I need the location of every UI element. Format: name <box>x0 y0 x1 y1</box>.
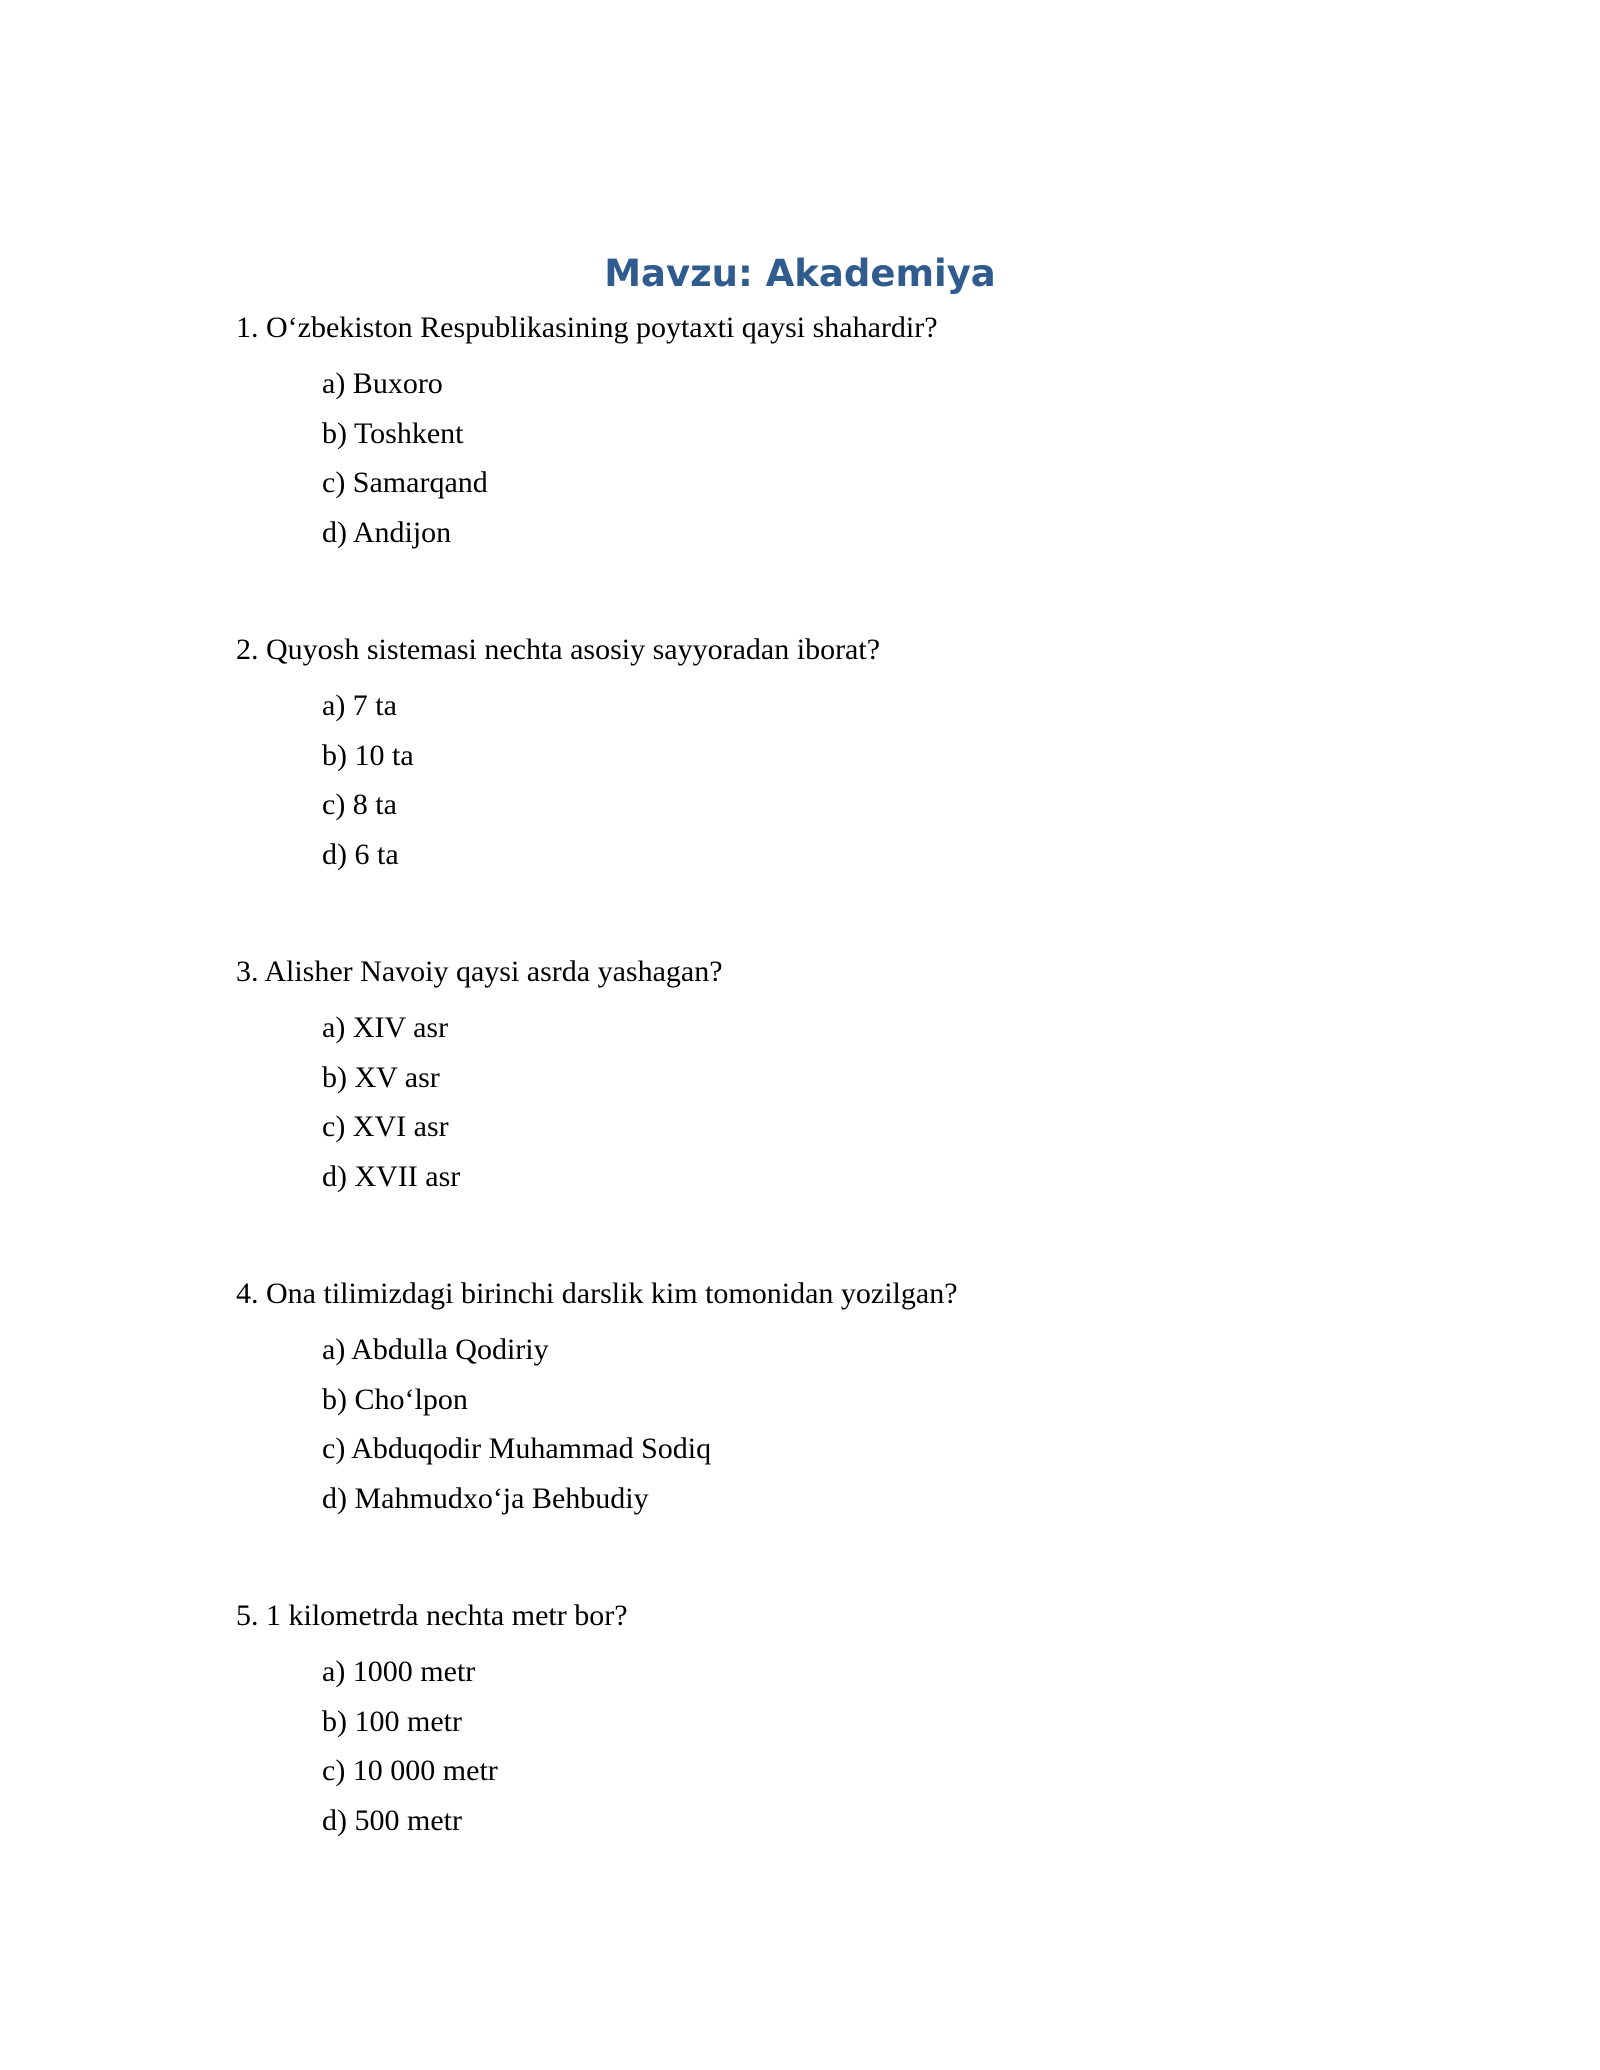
answer-options <box>236 366 1436 564</box>
question-text: 5. 1 kilometrda nechta metr bor? <box>236 1599 628 1632</box>
document-title: Mavzu: Akademiya <box>604 252 996 295</box>
answer-option-b: b) 10 ta <box>322 738 414 772</box>
answer-option-c: c) Samarqand <box>322 466 488 499</box>
answer-option-c: c) 10 000 metr <box>322 1754 498 1787</box>
answer-option-b: b) Toshkent <box>322 416 464 450</box>
answer-option-c: c) XVI asr <box>322 1110 449 1143</box>
answer-option-a: a) 1000 metr <box>322 1655 476 1688</box>
question-4 <box>236 1276 1436 1530</box>
question-list <box>236 310 1436 1920</box>
question-1 <box>236 310 1436 564</box>
answer-option-b: b) XV asr <box>322 1060 440 1094</box>
answer-option-c: c) 8 ta <box>322 788 397 821</box>
answer-option-b: b) Cho‘lpon <box>322 1382 468 1416</box>
question-text: 2. Quyosh sistemasi nechta asosiy sayyoradan iborat? <box>236 633 881 666</box>
question-2 <box>236 632 1436 886</box>
answer-option-d: d) 6 ta <box>322 837 399 871</box>
answer-options <box>236 1654 1436 1852</box>
answer-option-a: a) 7 ta <box>322 689 397 722</box>
question-text: 4. Ona tilimizdagi birinchi darslik kim tomonidan yozilgan? <box>236 1277 958 1310</box>
answer-option-d: d) Andijon <box>322 515 452 549</box>
answer-option-a: a) XIV asr <box>322 1011 449 1044</box>
answer-option-d: d) 500 metr <box>322 1803 462 1837</box>
answer-options <box>236 1332 1436 1530</box>
question-text: 1. O‘zbekiston Respublikasining poytaxti qaysi shahardir? <box>236 311 938 344</box>
answer-option-a: a) Abdulla Qodiriy <box>322 1333 549 1366</box>
answer-option-b: b) 100 metr <box>322 1704 462 1738</box>
answer-option-d: d) XVII asr <box>322 1159 461 1193</box>
question-text: 3. Alisher Navoiy qaysi asrda yashagan? <box>236 955 723 988</box>
question-5 <box>236 1598 1436 1852</box>
answer-option-a: a) Buxoro <box>322 367 443 400</box>
answer-option-d: d) Mahmudxo‘ja Behbudiy <box>322 1481 649 1515</box>
question-3 <box>236 954 1436 1208</box>
answer-options <box>236 1010 1436 1208</box>
answer-options <box>236 688 1436 886</box>
answer-option-c: c) Abduqodir Muhammad Sodiq <box>322 1432 712 1465</box>
